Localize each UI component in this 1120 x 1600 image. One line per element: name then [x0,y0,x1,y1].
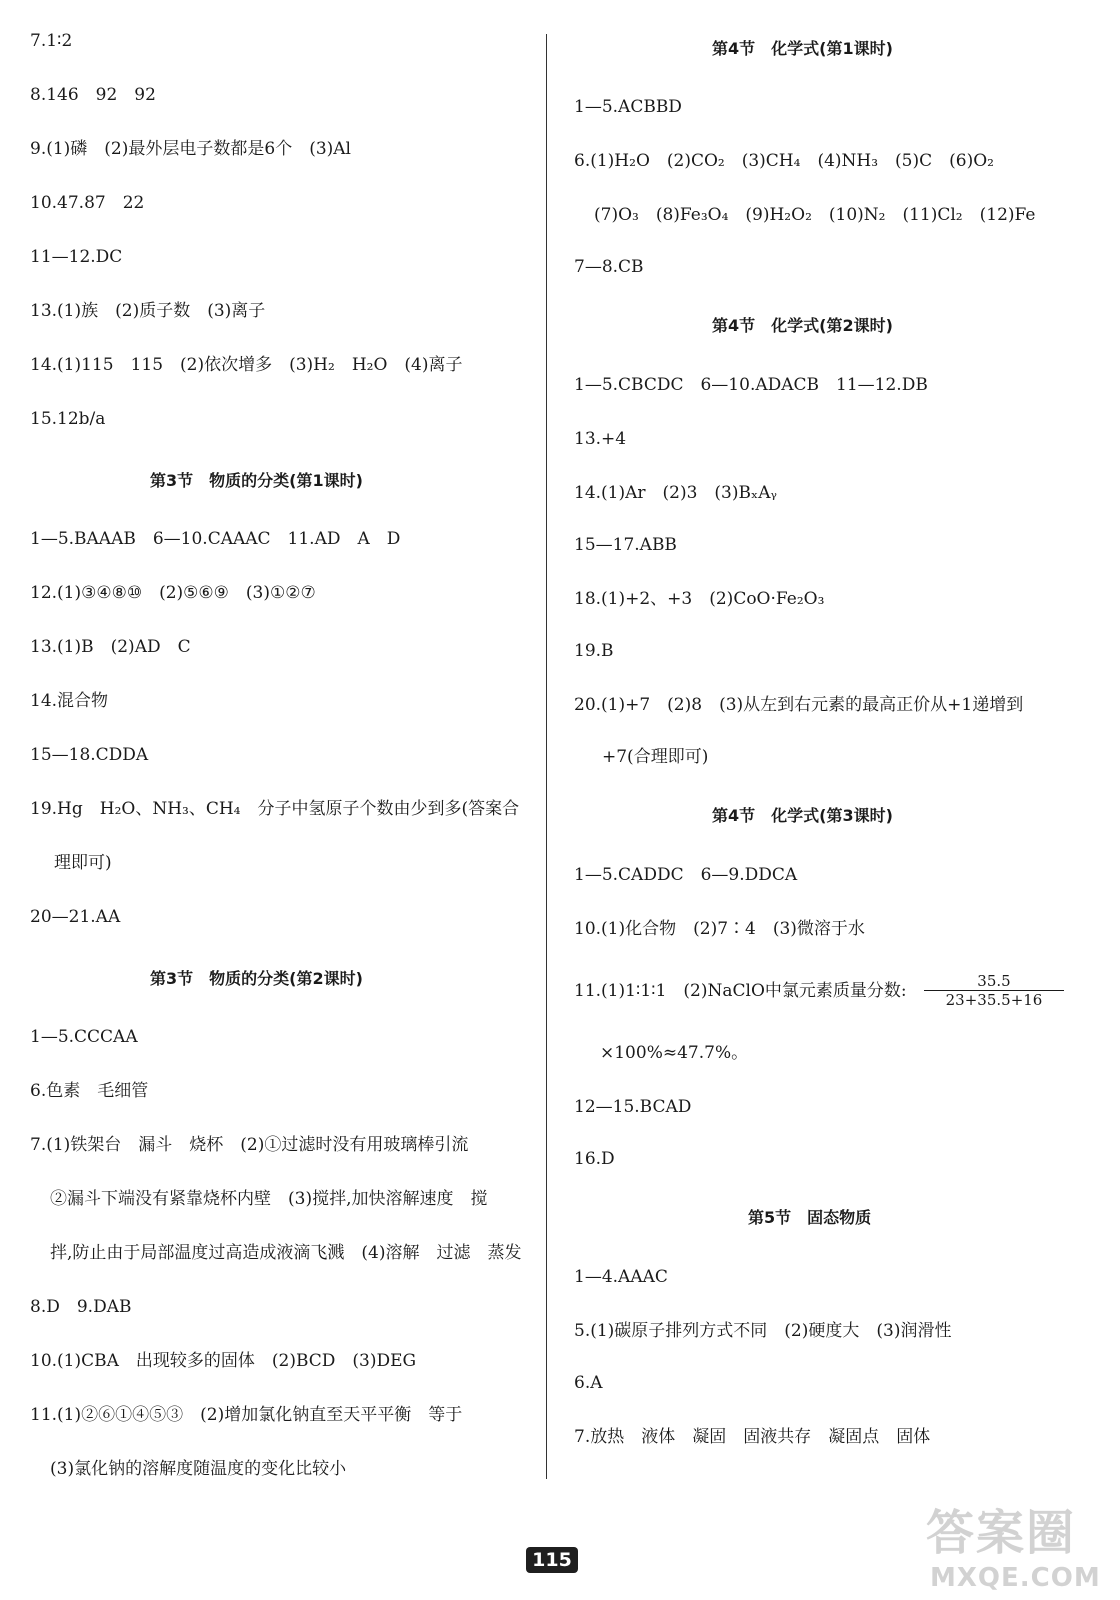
answer-line: 7.放热 液体 凝固 固液共存 凝固点 固体 [574,1427,931,1447]
answer-line: 18.(1)+2、+3 (2)CoO·Fe₂O₃ [574,589,825,609]
answer-line: 15—17.ABB [574,535,677,555]
watermark-logo [918,1505,1118,1600]
answer-line: 1—5.BAAAB 6—10.CAAAC 11.AD A D [30,529,401,549]
section-heading: 第5节 固态物质 [748,1208,872,1227]
answer-line: 12—15.BCAD [574,1097,692,1117]
answer-line: 12.(1)③④⑧⑩ (2)⑤⑥⑨ (3)①②⑦ [30,583,316,603]
answer-line: 15—18.CDDA [30,745,149,765]
section-heading: 第4节 化学式(第2课时) [712,316,893,335]
section-heading: 第4节 化学式(第3课时) [712,806,893,825]
fraction-numerator: 35.5 [977,972,1011,990]
answer-line: 11—12.DC [30,247,123,267]
answer-line: 20.(1)+7 (2)8 (3)从左到右元素的最高正价从+1递增到 [574,695,1024,715]
answer-line-continued: 理即可) [54,853,112,873]
answer-line: 6.色素 毛细管 [30,1081,149,1101]
section-heading: 第3节 物质的分类(第1课时) [150,471,363,490]
answer-line-continued: 拌,防止由于局部温度过高造成液滴飞溅 (4)溶解 过滤 蒸发 [50,1243,522,1263]
answer-line: 7.1∶2 [30,31,73,51]
answer-line: 1—5.CCCAA [30,1027,138,1047]
answer-line: 1—5.ACBBD [574,97,682,117]
answer-line: 10.(1)CBA 出现较多的固体 (2)BCD (3)DEG [30,1351,417,1371]
answer-line: 10.(1)化合物 (2)7∶4 (3)微溶于水 [574,919,865,939]
answer-line: 8.D 9.DAB [30,1297,132,1317]
answer-line: 19.B [574,641,614,661]
answer-line: 20—21.AA [30,907,121,927]
answer-line: 5.(1)碳原子排列方式不同 (2)硬度大 (3)润滑性 [574,1321,952,1341]
page-number: 115 [526,1547,578,1573]
answer-line: 11.(1)②⑥①④⑤③ (2)增加氯化钠直至天平平衡 等于 [30,1405,463,1425]
answer-line: 1—4.AAAC [574,1267,668,1287]
answer-line: 8.146 92 92 [30,85,156,105]
answer-line: 7.(1)铁架台 漏斗 烧杯 (2)①过滤时没有用玻璃棒引流 [30,1135,469,1155]
watermark-text: MXQE.COM [930,1563,1101,1593]
answer-line: 19.Hg H₂O、NH₃、CH₄ 分子中氢原子个数由少到多(答案合 [30,799,520,819]
answer-line: 1—5.CBCDC 6—10.ADACB 11—12.DB [574,375,928,395]
answer-line: 11.(1)1∶1∶1 (2)NaClO中氯元素质量分数: [574,981,907,1001]
section-heading: 第3节 物质的分类(第2课时) [150,969,363,988]
watermark-glyphs: 答案圈 [926,1505,1077,1561]
answer-line: 13.(1)族 (2)质子数 (3)离子 [30,301,266,321]
answer-line-continued: (3)氯化钠的溶解度随温度的变化比较小 [50,1459,347,1479]
answer-line: 6.(1)H₂O (2)CO₂ (3)CH₄ (4)NH₃ (5)C (6)O₂ [574,151,994,171]
answer-line-continued: ②漏斗下端没有紧靠烧杯内壁 (3)搅拌,加快溶解速度 搅 [50,1189,488,1209]
answer-line: 14.混合物 [30,691,109,711]
answer-line-continued: +7(合理即可) [602,747,709,767]
answer-line: 9.(1)磷 (2)最外层电子数都是6个 (3)Al [30,139,351,159]
answer-line: 6.A [574,1373,603,1393]
answer-line: 15.12b/a [30,409,106,429]
answer-line: 14.(1)115 115 (2)依次增多 (3)H₂ H₂O (4)离子 [30,355,463,375]
answer-line: 10.47.87 22 [30,193,145,213]
answer-line: 13.(1)B (2)AD C [30,637,191,657]
answer-line-continued: (7)O₃ (8)Fe₃O₄ (9)H₂O₂ (10)N₂ (11)Cl₂ (12)Fe [594,205,1036,225]
fraction [924,972,1064,1009]
answer-line: 16.D [574,1149,615,1169]
answer-line: 14.(1)Ar (2)3 (3)BₓAᵧ [574,483,777,503]
fraction-denominator: 23+35.5+16 [945,991,1043,1009]
answer-line: 13.+4 [574,429,627,449]
answer-line: 1—5.CADDC 6—9.DDCA [574,865,798,885]
answer-line: 7—8.CB [574,257,644,277]
section-heading: 第4节 化学式(第1课时) [712,39,893,58]
column-divider [546,34,547,1479]
answer-line-continued: ×100%≈47.7%。 [600,1043,749,1063]
